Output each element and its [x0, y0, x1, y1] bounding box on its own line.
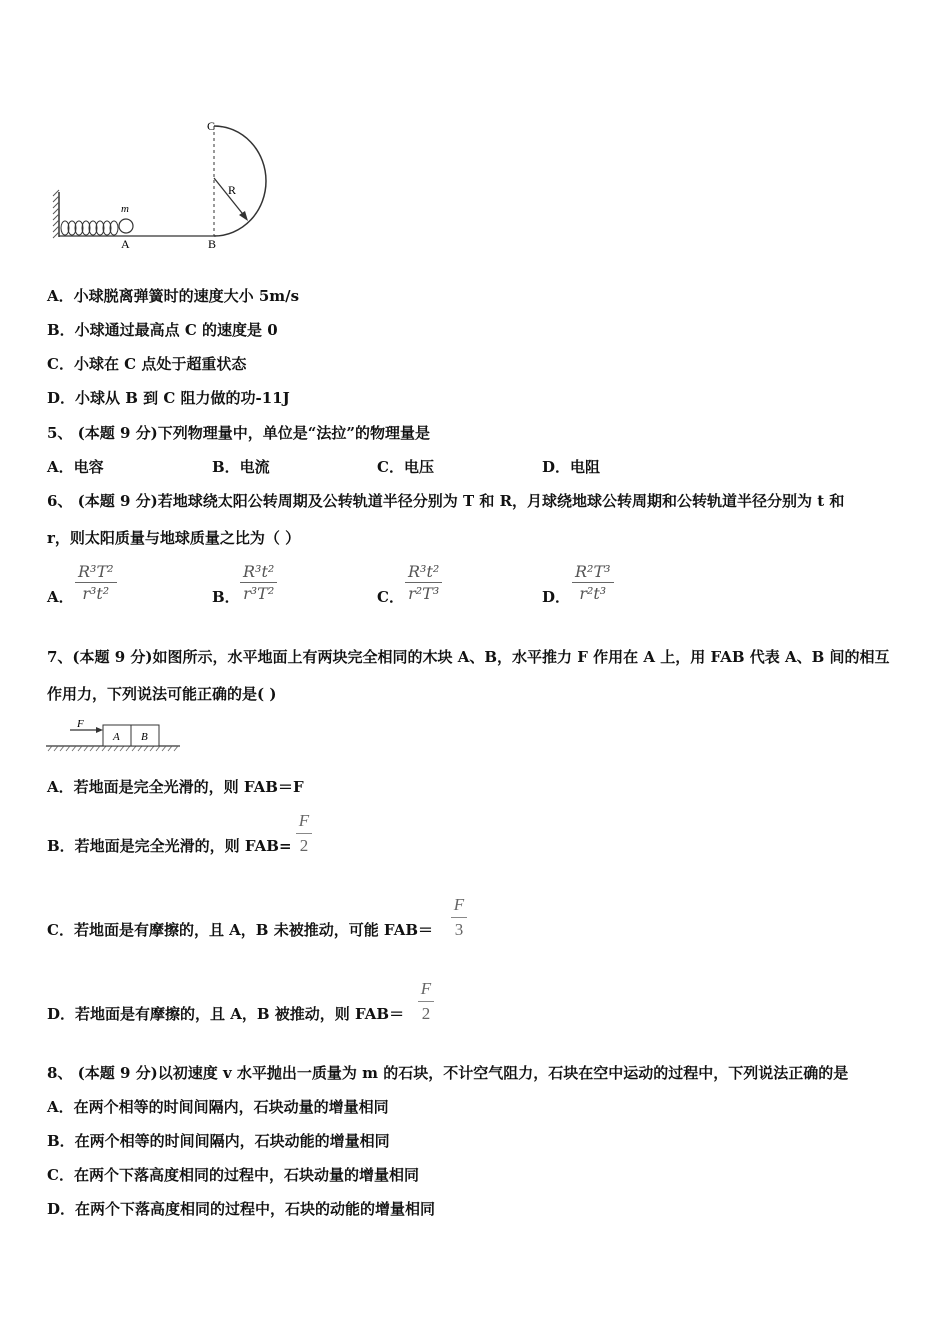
q7-option-c-den: 3 — [454, 920, 464, 939]
q6-label-a: A． — [47, 588, 74, 606]
label-C: C — [207, 119, 216, 133]
q8-option-b: B．在两个相等的时间间隔内，石块动能的增量相同 — [47, 1132, 390, 1150]
block-b-label: B — [141, 731, 148, 743]
q6-fraction-c — [405, 562, 442, 603]
spring-track-figure — [50, 112, 280, 252]
q7-option-c-num: F — [453, 895, 465, 914]
q7-stem-line1: 7、(本题 9 分)如图所示，水平地面上有两块完全相同的木块 A、B，水平推力 F 作用在 A 上，用 FAB 代表 A、B 间的相互 — [47, 648, 890, 666]
q5-stem: 5、 (本题 9 分)下列物理量中，单位是“法拉”的物理量是 — [47, 424, 430, 442]
q7-option-d-den: 2 — [421, 1004, 431, 1023]
q6-fraction-d-num: R²T³ — [575, 562, 611, 581]
q7-option-b: B．若地面是完全光滑的，则 FAB= — [47, 837, 292, 855]
q6-fraction-b-den: r³T² — [243, 584, 275, 603]
blocks-figure — [44, 718, 184, 752]
q4-option-b: B．小球通过最高点 C 的速度是 0 — [47, 321, 278, 339]
q5-option-d: D．电阻 — [542, 458, 601, 476]
label-A: A — [121, 237, 130, 251]
label-B: B — [208, 237, 217, 251]
q4-option-a: A．小球脱离弹簧时的速度大小 5m/s — [47, 287, 300, 305]
q4-option-c: C．小球在 C 点处于超重状态 — [47, 355, 247, 373]
q6-fraction-b — [240, 562, 277, 603]
q6-fraction-c-num: R³t² — [408, 562, 440, 581]
q6-fraction-a-num: R³T² — [78, 562, 114, 581]
q5-option-c: C．电压 — [377, 458, 434, 476]
q7-option-b-den: 2 — [299, 836, 309, 855]
q8-option-c: C．在两个下落高度相同的过程中，石块动量的增量相同 — [47, 1166, 419, 1184]
q6-label-c: C． — [377, 588, 404, 606]
q6-fraction-d-den: r²t³ — [579, 584, 607, 603]
q6-label-d: D． — [542, 588, 571, 606]
q4-option-d: D．小球从 B 到 C 阻力做的功-11J — [47, 389, 290, 407]
q7-option-b-num: F — [298, 811, 310, 830]
ball — [119, 219, 133, 233]
q8-stem: 8、 (本题 9 分)以初速度 v 水平抛出一质量为 m 的石块，不计空气阻力，石块在空中运动的过程中，下列说法正确的是 — [47, 1064, 849, 1082]
q5-option-b: B．电流 — [212, 458, 270, 476]
force-label: F — [77, 718, 84, 730]
q7-option-a: A．若地面是完全光滑的，则 FAB＝F — [47, 778, 304, 796]
q7-option-c-fraction — [451, 895, 467, 940]
q6-fraction-d — [572, 562, 614, 603]
q6-fraction-b-num: R³t² — [243, 562, 275, 581]
label-m: m — [121, 203, 129, 215]
q7-stem-line2: 作用力，下列说法可能正确的是( ) — [47, 685, 277, 703]
q7-option-d-fraction — [418, 979, 434, 1024]
q6-stem-line1: 6、 (本题 9 分)若地球绕太阳公转周期及公转轨道半径分别为 T 和 R，月球绕地球公转周期和公转轨道半径分别为 t 和 — [47, 492, 845, 510]
q7-option-b-fraction — [296, 811, 312, 856]
q7-option-c: C．若地面是有摩擦的，且 A，B 未被推动，可能 FAB＝ — [47, 921, 434, 939]
q6-fraction-a — [75, 562, 117, 603]
q7-option-d-num: F — [420, 979, 432, 998]
block-a-label: A — [113, 731, 120, 743]
q7-option-d: D．若地面是有摩擦的，且 A，B 被推动，则 FAB＝ — [47, 1005, 405, 1023]
label-R: R — [228, 183, 237, 197]
q6-stem-line2: r，则太阳质量与地球质量之比为（ ） — [47, 529, 301, 547]
q5-option-a: A．电容 — [47, 458, 104, 476]
q8-option-a: A．在两个相等的时间间隔内，石块动量的增量相同 — [47, 1098, 389, 1116]
q6-fraction-c-den: r²T³ — [408, 584, 440, 603]
q6-fraction-a-den: r³t² — [82, 584, 110, 603]
q6-label-b: B． — [212, 588, 240, 606]
q8-option-d: D．在两个下落高度相同的过程中，石块的动能的增量相同 — [47, 1200, 436, 1218]
